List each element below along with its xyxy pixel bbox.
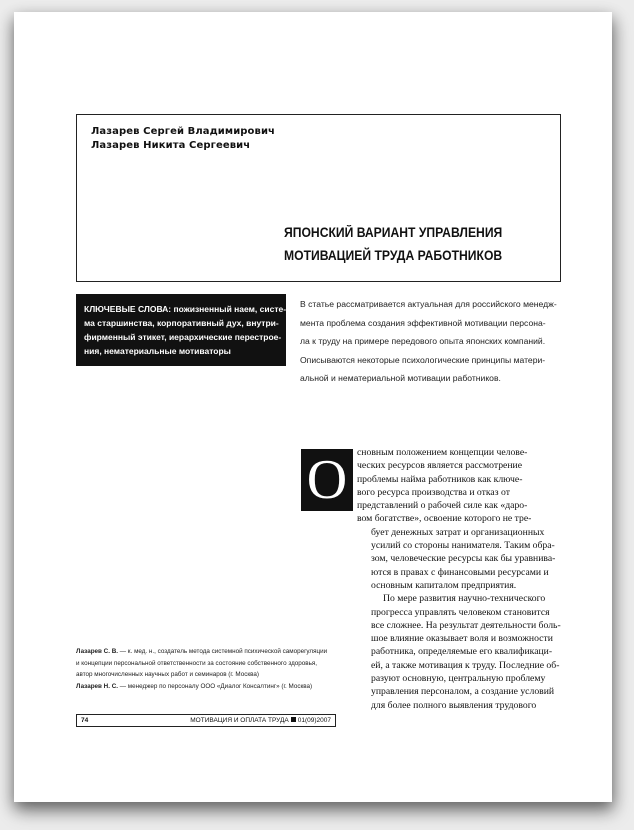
body-line: для более полного выявления трудового [371, 699, 537, 711]
body-line: разуют основную, центральную проблему [371, 673, 546, 685]
abstract-line: альной и нематериальной мотивации работников. [300, 373, 501, 383]
bio-2-line [76, 681, 356, 693]
body-line: ческих ресурсов является рассмотрение [357, 460, 523, 472]
body-line: все сложнее. На результат деятельности боль- [371, 619, 561, 631]
body-line: прогресса управлять человеком становится [371, 606, 550, 618]
bio-1-name: Лазарев С. В. [76, 648, 119, 655]
abstract-line: Описываются некоторые психологические принципы матери- [300, 354, 546, 365]
bio-1-text: — к. мед. н., создатель метода системной психической саморегуляции [118, 648, 328, 655]
keywords-line: фирменный этикет, иерархические перестрое- [84, 332, 282, 342]
body-line: проблемы найма работников как ключе- [357, 473, 523, 485]
authors [91, 125, 275, 153]
body-line: ей, а также мотивация к труду. Последние об- [371, 659, 560, 671]
abstract-line: В статье рассматривается актуальная для российского менедж- [300, 299, 557, 309]
keywords-line: ния, нематериальные мотиваторы [84, 346, 231, 356]
author-bios [76, 646, 356, 692]
keywords-box [76, 294, 286, 366]
journal-name: МОТИВАЦИЯ И ОПЛАТА ТРУДА [190, 717, 289, 724]
author-1: Лазарев Сергей Владимирович [91, 126, 276, 137]
bio-1-line [76, 646, 356, 658]
keywords-line: ма старшинства, корпоративный дух, внутри- [84, 318, 279, 328]
page-number: 74 [81, 717, 89, 724]
keywords-line: КЛЮЧЕВЫЕ СЛОВА: пожизненный наем, систе- [84, 304, 287, 314]
journal-info [190, 715, 331, 726]
body-line: работника, определяемые его квалификаци- [371, 646, 553, 658]
drop-cap: О [301, 449, 353, 511]
body-line: усилий со стороны нанимателя. Таким обра- [371, 540, 555, 552]
bio-2-text: — менеджер по персоналу ООО «Диалог Консалтинг» (г. Москва) [118, 682, 313, 690]
title-line-2: МОТИВАЦИЕЙ ТРУДА РАБОТНИКОВ [284, 248, 503, 263]
abstract-line: ла к труду на примере передового опыта японских компаний. [300, 336, 546, 346]
bio-1-line: и концепции персональной ответственности за состояние собственного здоровья, [76, 659, 318, 667]
body-line: управления персоналом, а создание условий [371, 686, 555, 698]
body-line: ются в правах с финансовыми ресурсами и [371, 566, 549, 578]
body-line: представлений о рабочей силе как «даро- [357, 500, 528, 512]
title-line-1: ЯПОНСКИЙ ВАРИАНТ УПРАВЛЕНИЯ [284, 225, 503, 240]
body-line: основным капиталом предприятия. [371, 579, 517, 591]
journal-page [14, 12, 612, 802]
square-bullet-icon [291, 717, 296, 722]
author-2: Лазарев Никита Сергеевич [91, 140, 251, 151]
body-line: сновным положением концепции челове- [357, 447, 528, 458]
body-line: шое влияние оказывает воля и возможности [371, 633, 553, 645]
bio-1-line: автор многочисленных научных работ и семинаров (г. Москва) [76, 671, 260, 679]
article-header-box [76, 114, 561, 282]
article-title [284, 221, 518, 267]
abstract-line: мента проблема создания эффективной мотивации персона- [300, 317, 546, 328]
body-line: бует денежных затрат и организационных [371, 526, 545, 538]
page-footer [76, 714, 336, 727]
body-line: зом, человеческие ресурсы как бы уравнива- [371, 553, 556, 565]
abstract [300, 295, 570, 388]
bio-2-name: Лазарев Н. С. [76, 682, 119, 690]
body-line: По мере развития научно-технического [383, 593, 546, 605]
body-line: вом богатстве», освоение которого не тре- [357, 513, 532, 525]
journal-issue: 01(09)2007 [297, 717, 331, 724]
body-line: вого ресурса производства и отказ от [357, 486, 510, 498]
